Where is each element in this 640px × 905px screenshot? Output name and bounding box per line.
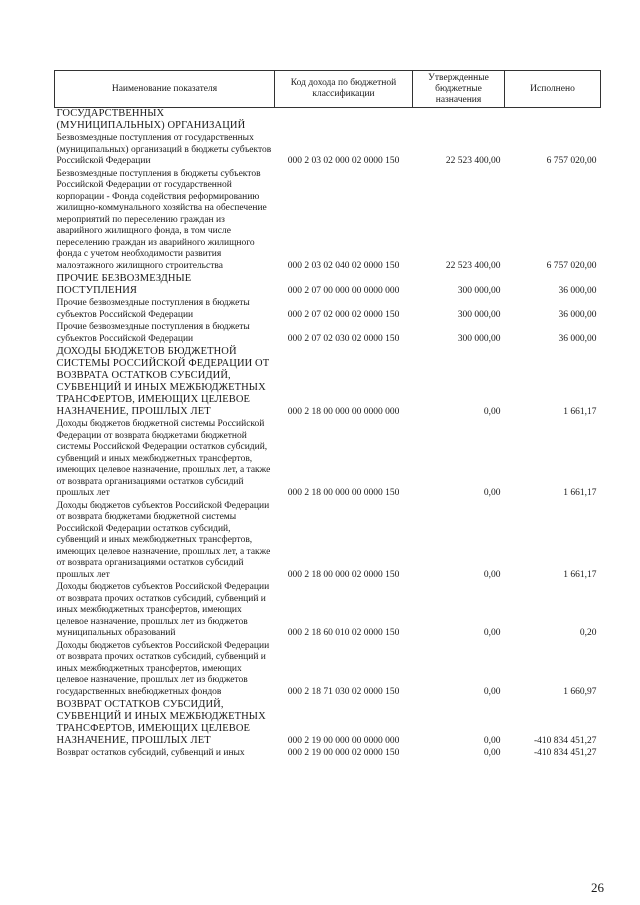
table-row [55,298,601,322]
table-row [55,582,601,641]
row-approved: 300 000,00 [457,333,501,344]
row-name: Доходы бюджетов субъектов Российской Федерации от возврата прочих остатков субсидий, субвенций и иных межбюджетных трансфертов, имеющих целевое назначение, прошлых лет из бюджетов муниципальных образований [56,582,270,638]
row-code: 000 2 07 02 000 02 0000 150 [287,309,400,320]
row-code: 000 2 03 02 000 02 0000 150 [287,156,400,166]
header-name: Наименование показателя [55,71,275,108]
table-body [55,108,601,761]
row-name: ДОХОДЫ БЮДЖЕТОВ БЮДЖЕТНОЙ СИСТЕМЫ РОССИЙСКОЙ ФЕДЕРАЦИИ ОТ ВОЗВРАТА ОСТАТКОВ СУБСИДИЙ, СУБВЕНЦИЙ И ИНЫХ МЕЖБЮДЖЕТНЫХ ТРАНСФЕРТОВ, ИМЕЮЩИХ ЦЕЛЕВОЕ НАЗНАЧЕНИЕ, ПРОШЛЫХ ЛЕТ [56,346,270,417]
row-done: 0,20 [579,628,597,638]
row-done: -410 834 451,27 [533,748,597,758]
row-name: ГОСУДАРСТВЕННЫХ (МУНИЦИПАЛЬНЫХ) ОРГАНИЗАЦИЙ [56,108,246,131]
table-row [55,169,601,274]
page-number: 26 [591,880,604,895]
row-done [505,108,601,134]
row-approved: 0,00 [483,735,501,746]
table-row [55,322,601,346]
row-done: 1 661,17 [563,488,597,498]
row-done: 1 660,97 [563,686,597,697]
table-row [55,419,601,501]
row-approved [413,108,505,134]
row-approved: 0,00 [483,406,501,417]
row-name: Прочие безвозмездные поступления в бюджеты субъектов Российской Федерации [56,322,250,344]
row-name: Доходы бюджетов бюджетной системы Российской Федерации от возврата бюджетами бюджетной системы Российской Федерации остатков субсидий, субвенций и иных межбюджетных трансфертов, имеющих целевое назначение, прошлых лет, а также от возврата организациями остатков субсидий прошлых лет [56,419,271,498]
row-name: ПРОЧИЕ БЕЗВОЗМЕЗДНЫЕ ПОСТУПЛЕНИЯ [56,273,192,296]
row-name: Доходы бюджетов субъектов Российской Федерации от возврата прочих остатков субсидий, субвенций и иных межбюджетных трансфертов, имеющих целевое назначение, прошлых лет из бюджетов государственных внебюджетных фондов [56,640,270,697]
row-code: 000 2 18 00 000 00 0000 150 [287,488,400,498]
row-done: -410 834 451,27 [533,735,597,746]
table-row [55,748,601,761]
row-approved: 0,00 [483,569,501,580]
table-row [55,108,601,134]
table-header [55,71,601,108]
row-code: 000 2 18 00 000 00 0000 000 [287,406,400,417]
row-name: Прочие безвозмездные поступления в бюджеты субъектов Российской Федерации [56,298,250,320]
table-row [55,501,601,583]
row-name: Безвозмездные поступления от государственных (муниципальных) организаций в бюджеты субъектов Российской Федерации [56,133,272,166]
row-code: 000 2 18 60 010 02 0000 150 [287,628,400,638]
row-done: 36 000,00 [558,333,597,344]
revenue-table [54,70,601,761]
row-code: 000 2 18 00 000 02 0000 150 [287,569,400,580]
row-done: 6 757 020,00 [546,156,597,166]
row-done: 1 661,17 [563,569,597,580]
row-done: 36 000,00 [558,285,597,296]
row-done: 36 000,00 [558,309,597,320]
row-done: 6 757 020,00 [546,260,597,271]
row-approved: 0,00 [483,686,501,697]
row-code: 000 2 03 02 040 02 0000 150 [287,260,400,271]
row-name: Возврат остатков субсидий, субвенций и иных [56,748,245,758]
table-row [55,133,601,169]
table-row [55,641,601,700]
row-approved: 0,00 [483,628,501,638]
row-name: ВОЗВРАТ ОСТАТКОВ СУБСИДИЙ, СУБВЕНЦИЙ И ИНЫХ МЕЖБЮДЖЕТНЫХ ТРАНСФЕРТОВ, ИМЕЮЩИХ ЦЕЛЕВОЕ НАЗНАЧЕНИЕ, ПРОШЛЫХ ЛЕТ [56,699,266,746]
header-done: Исполнено [505,71,601,108]
header-approved: Утвержденные бюджетные назначения [413,71,505,108]
table-row [55,273,601,298]
row-approved: 300 000,00 [457,309,501,320]
row-name: Безвозмездные поступления в бюджеты субъектов Российской Федерации от государственной корпорации - Фонда содействия реформированию жилищно-коммунального хозяйства на обеспечение мероприятий по переселению граждан из аварийного жилищного фонда, в том числе переселению граждан из аварийного жилищного фонда с учетом необходимости развития малоэтажного жилищного строительства [56,168,267,271]
row-approved: 22 523 400,00 [445,260,501,271]
table-row [55,346,601,419]
row-approved: 0,00 [483,748,501,758]
row-approved: 22 523 400,00 [445,156,501,166]
row-code: 000 2 19 00 000 02 0000 150 [287,748,400,758]
header-code: Код дохода по бюджетной классификации [275,71,413,108]
row-done: 1 661,17 [563,406,597,417]
row-code: 000 2 18 71 030 02 0000 150 [287,686,400,697]
table-row [55,699,601,748]
row-name: Доходы бюджетов субъектов Российской Федерации от возврата бюджетами бюджетной системы Российской Федерации остатков субсидий, субвенций и иных межбюджетных трансфертов, имеющих целевое назначение, прошлых лет, а также от возврата организациями остатков субсидий прошлых лет [56,500,271,580]
row-code: 000 2 07 02 030 02 0000 150 [287,333,400,344]
row-code [275,108,413,134]
row-code: 000 2 19 00 000 00 0000 000 [287,735,400,746]
row-approved: 300 000,00 [457,285,501,296]
row-approved: 0,00 [483,488,501,498]
row-code: 000 2 07 00 000 00 0000 000 [287,285,400,296]
